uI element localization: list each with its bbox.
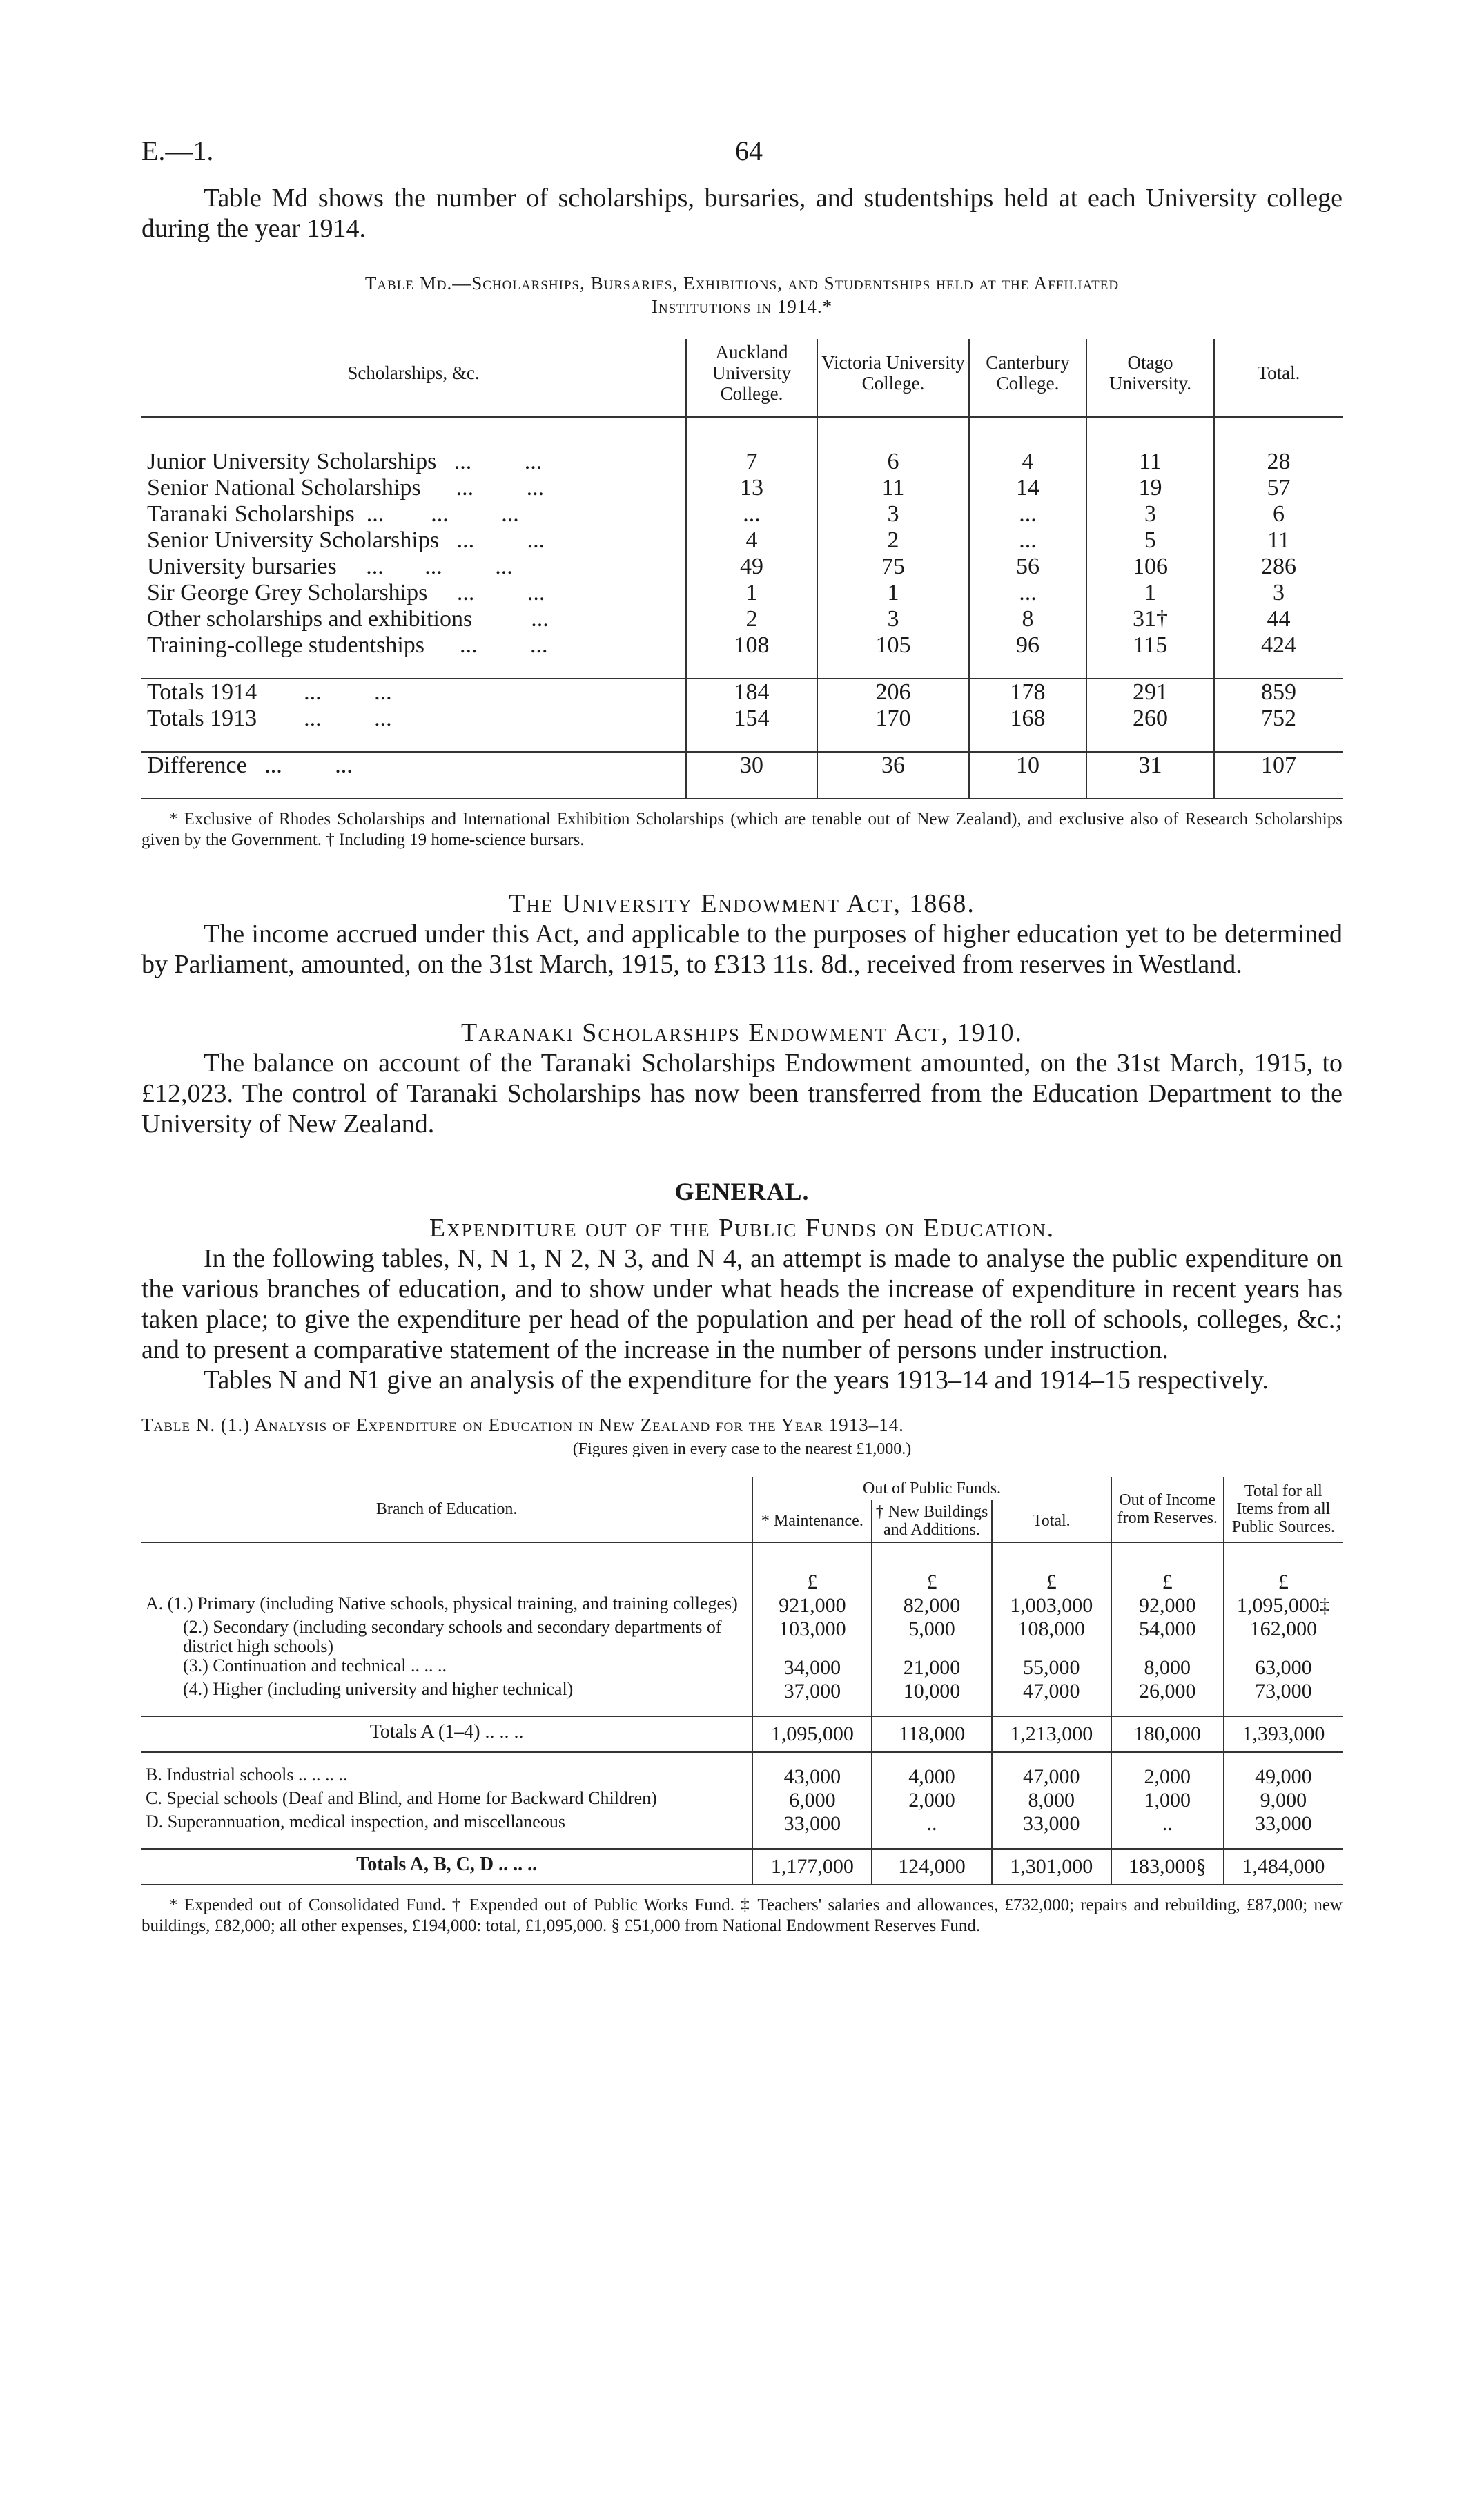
table-cell: 34,000 xyxy=(752,1656,872,1680)
table-md-header-row xyxy=(141,339,1343,417)
general-title: GENERAL. xyxy=(674,1178,810,1205)
table-cell: 47,000 xyxy=(992,1765,1111,1789)
table-n-row xyxy=(141,1680,1343,1703)
table-cell: 33,000 xyxy=(992,1812,1111,1836)
table-cell: 124,000 xyxy=(872,1849,991,1885)
general-subtitle: Expenditure out of the Public Funds on Education. xyxy=(429,1214,1055,1243)
table-cell: 1 xyxy=(1086,580,1214,606)
table-cell: 43,000 xyxy=(752,1765,872,1789)
table-cell: 1 xyxy=(817,580,969,606)
table-n-row xyxy=(141,1618,1343,1656)
table-cell: 7 xyxy=(686,449,817,475)
table-cell: 31 xyxy=(1086,752,1214,779)
table-cell: 44 xyxy=(1214,606,1343,632)
table-cell: 30 xyxy=(686,752,817,779)
table-cell: 11 xyxy=(817,475,969,501)
table-n-row xyxy=(141,1594,1343,1618)
table-cell: 96 xyxy=(969,632,1086,659)
table-cell: 106 xyxy=(1086,554,1214,580)
table-cell: 54,000 xyxy=(1111,1618,1224,1656)
row-label: Senior University Scholarships ... ... xyxy=(147,527,545,553)
table-cell: 286 xyxy=(1214,554,1343,580)
table-cell: .. xyxy=(872,1812,991,1836)
table-cell: 108 xyxy=(686,632,817,659)
table-cell: 260 xyxy=(1086,706,1214,732)
table-cell: 55,000 xyxy=(992,1656,1111,1680)
table-cell: 859 xyxy=(1214,679,1343,706)
table-cell: 103,000 xyxy=(752,1618,872,1656)
row-label: Other scholarships and exhibitions ... xyxy=(147,606,549,632)
table-cell: 19 xyxy=(1086,475,1214,501)
table-cell: 33,000 xyxy=(1224,1812,1343,1836)
table-cell: 92,000 xyxy=(1111,1594,1224,1618)
general-paragraph-2: Tables N and N1 give an analysis of the expenditure for the years 1913–14 and 1914–15 respectively. xyxy=(204,1366,1269,1395)
table-cell: 82,000 xyxy=(872,1594,991,1618)
row-label: A. (1.) Primary (including Native schools, physical training, and training colleges) xyxy=(146,1593,738,1613)
table-cell: 6 xyxy=(817,449,969,475)
table-cell: 3 xyxy=(1086,501,1214,527)
table-cell: 1,095,000‡ xyxy=(1224,1594,1343,1618)
taranaki-1910-text: The balance on account of the Taranaki Scholarships Endowment amounted, on the 31st March, 1915, to £12,023. The control of Taranaki Scholarships has now been transferred from the Education Department to the University of New Zealand. xyxy=(141,1049,1343,1138)
row-label: D. Superannuation, medical inspection, and miscellaneous xyxy=(146,1812,565,1832)
table-md-footnote: * Exclusive of Rhodes Scholarships and International Exhibition Scholarships (which are tenable out of New Zealand), and exclusive also of Research Scholarships given by the Government. † Including 19 home-science bursars. xyxy=(141,810,1343,849)
row-label: Totals 1913 ... ... xyxy=(147,706,392,731)
table-cell: 4,000 xyxy=(872,1765,991,1789)
table-cell: 8,000 xyxy=(1111,1656,1224,1680)
table-cell: 56 xyxy=(969,554,1086,580)
table-cell: 1 xyxy=(686,580,817,606)
table-cell: ... xyxy=(969,501,1086,527)
table-cell: 75 xyxy=(817,554,969,580)
table-cell: 118,000 xyxy=(872,1716,991,1752)
table-n xyxy=(141,1477,1343,1885)
table-cell: 291 xyxy=(1086,679,1214,706)
table-md xyxy=(141,339,1343,799)
table-n-title: Table N. (1.) Analysis of Expenditure on Education in New Zealand for the Year 1913–14. xyxy=(141,1415,904,1435)
row-label: Sir George Grey Scholarships ... ... xyxy=(147,580,545,605)
table-cell: 1,301,000 xyxy=(992,1849,1111,1885)
table-cell: 21,000 xyxy=(872,1656,991,1680)
table-cell: 1,484,000 xyxy=(1224,1849,1343,1885)
table-cell: 1,003,000 xyxy=(992,1594,1111,1618)
col-header-maintenance: * Maintenance. xyxy=(752,1500,872,1542)
table-md-row xyxy=(141,632,1343,659)
taranaki-1910-title: Taranaki Scholarships Endowment Act, 1910. xyxy=(461,1018,1023,1047)
endowment-1868-title: The University Endowment Act, 1868. xyxy=(509,889,975,918)
table-md-row xyxy=(141,554,1343,580)
table-cell: 36 xyxy=(817,752,969,779)
table-cell: ... xyxy=(969,580,1086,606)
table-cell: 2 xyxy=(686,606,817,632)
table-cell: 28 xyxy=(1214,449,1343,475)
table-cell: 180,000 xyxy=(1111,1716,1224,1752)
col-header-victoria: Victoria University College. xyxy=(817,339,969,417)
table-cell: 154 xyxy=(686,706,817,732)
row-label: Totals A, B, C, D .. .. .. xyxy=(141,1849,752,1885)
currency-symbol: £ xyxy=(752,1542,872,1594)
table-cell: 3 xyxy=(817,606,969,632)
row-label: Training-college studentships ... ... xyxy=(147,632,548,658)
document-page xyxy=(141,135,1343,1936)
col-header-public-total: Total. xyxy=(992,1500,1111,1542)
currency-row xyxy=(141,1542,1343,1594)
table-cell: 9,000 xyxy=(1224,1789,1343,1812)
table-cell: 178 xyxy=(969,679,1086,706)
table-md-difference xyxy=(141,752,1343,779)
table-cell: 2,000 xyxy=(1111,1765,1224,1789)
table-cell: 6 xyxy=(1214,501,1343,527)
table-cell: 13 xyxy=(686,475,817,501)
table-cell: 14 xyxy=(969,475,1086,501)
table-cell: 107 xyxy=(1214,752,1343,779)
table-cell: 108,000 xyxy=(992,1618,1111,1656)
table-cell: 73,000 xyxy=(1224,1680,1343,1703)
col-header-scholarships: Scholarships, &c. xyxy=(347,362,480,383)
table-n-header-row-1 xyxy=(141,1477,1343,1500)
col-header-new-buildings: † New Buildings and Additions. xyxy=(872,1500,991,1542)
row-label: (3.) Continuation and technical .. .. .. xyxy=(183,1656,447,1676)
row-label: Totals 1914 ... ... xyxy=(141,679,686,706)
table-cell: 1,213,000 xyxy=(992,1716,1111,1752)
table-md-title-line2: Institutions in 1914.* xyxy=(651,296,833,317)
col-header-otago: Otago University. xyxy=(1086,339,1214,417)
table-cell: 752 xyxy=(1214,706,1343,732)
table-md-row xyxy=(141,449,1343,475)
table-cell: ... xyxy=(686,501,817,527)
table-md-row xyxy=(141,501,1343,527)
endowment-1868-text: The income accrued under this Act, and applicable to the purposes of higher education yet to be determined by Parliament, amounted, on the 31st March, 1915, to £313 11s. 8d., received from reserves in Westland. xyxy=(141,920,1343,979)
table-cell: ... xyxy=(969,527,1086,554)
table-md-title-line1: Table Md.—Scholarships, Bursaries, Exhibitions, and Studentships held at the Affiliated xyxy=(364,273,1120,293)
table-cell: 11 xyxy=(1214,527,1343,554)
currency-symbol: £ xyxy=(992,1542,1111,1594)
intro-paragraph: Table Md shows the number of scholarships, bursaries, and studentships held at each University college during the year 1914. xyxy=(141,184,1343,243)
table-cell: .. xyxy=(1111,1812,1224,1836)
table-cell: 11 xyxy=(1086,449,1214,475)
table-n-totals-abcd xyxy=(141,1849,1343,1885)
table-n-subtitle: (Figures given in every case to the nearest £1,000.) xyxy=(572,1440,912,1458)
col-header-auckland: Auckland University College. xyxy=(686,339,817,417)
table-cell: 5 xyxy=(1086,527,1214,554)
table-cell: 3 xyxy=(1214,580,1343,606)
col-header-total: Total. xyxy=(1214,339,1343,417)
col-header-total-all: Total for all Items from all Public Sources. xyxy=(1224,1477,1343,1542)
table-md-row xyxy=(141,606,1343,632)
table-md-row xyxy=(141,527,1343,554)
table-cell: 10 xyxy=(969,752,1086,779)
table-cell: 2 xyxy=(817,527,969,554)
table-cell: 63,000 xyxy=(1224,1656,1343,1680)
table-cell: 49,000 xyxy=(1224,1765,1343,1789)
table-cell: 105 xyxy=(817,632,969,659)
table-cell: 184 xyxy=(686,679,817,706)
table-n-footnote: * Expended out of Consolidated Fund. † Expended out of Public Works Fund. ‡ Teachers' salaries and allowances, £732,000; repairs and rebuilding, £87,000; new buildings, £82,000; all other expenses, £194,000: total, £1,095,000. § £51,000 from National Endowment Reserves Fund. xyxy=(141,1896,1343,1935)
table-cell: 1,000 xyxy=(1111,1789,1224,1812)
currency-symbol: £ xyxy=(1224,1542,1343,1594)
table-cell: 10,000 xyxy=(872,1680,991,1703)
row-label: Difference ... ... xyxy=(141,752,686,779)
row-label: Senior National Scholarships ... ... xyxy=(147,475,545,501)
col-group-public-funds: Out of Public Funds. xyxy=(752,1477,1111,1500)
table-cell: 1,095,000 xyxy=(752,1716,872,1752)
table-n-row xyxy=(141,1789,1343,1812)
table-md-row xyxy=(141,475,1343,501)
currency-symbol: £ xyxy=(1111,1542,1224,1594)
table-cell: 33,000 xyxy=(752,1812,872,1836)
row-label: (2.) Secondary (including secondary schools and secondary departments of district high schools) xyxy=(183,1617,722,1656)
table-cell: 37,000 xyxy=(752,1680,872,1703)
table-cell: 206 xyxy=(817,679,969,706)
table-cell: 1,177,000 xyxy=(752,1849,872,1885)
table-cell: 424 xyxy=(1214,632,1343,659)
table-cell: 8 xyxy=(969,606,1086,632)
general-paragraph-1: In the following tables, N, N 1, N 2, N 3, and N 4, an attempt is made to analyse the public expenditure on the various branches of education, and to show under what heads the increase of expenditure in recent years has taken place; to give the expenditure per head of the population and per head of the roll of schools, colleges, &c.; and to present a comparative statement of the increase in the number of persons under instruction. xyxy=(141,1244,1343,1364)
col-header-canterbury: Canterbury College. xyxy=(969,339,1086,417)
page-number: 64 xyxy=(735,135,763,166)
table-cell: 4 xyxy=(969,449,1086,475)
report-code: E.—1. xyxy=(141,135,214,166)
table-cell: 3 xyxy=(817,501,969,527)
table-md-totals-1914 xyxy=(141,679,1343,706)
table-cell: 4 xyxy=(686,527,817,554)
row-label: B. Industrial schools .. .. .. .. xyxy=(146,1765,348,1785)
row-label: Totals A (1–4) .. .. .. xyxy=(141,1716,752,1752)
table-cell: 162,000 xyxy=(1224,1618,1343,1656)
page-header xyxy=(141,135,1343,183)
row-label: Junior University Scholarships ... ... xyxy=(147,449,543,474)
table-n-row xyxy=(141,1812,1343,1836)
table-cell: 31† xyxy=(1086,606,1214,632)
table-cell: 170 xyxy=(817,706,969,732)
table-md-title xyxy=(141,271,1343,318)
table-cell: 49 xyxy=(686,554,817,580)
row-label: (4.) Higher (including university and higher technical) xyxy=(183,1679,574,1699)
table-md-row xyxy=(141,580,1343,606)
col-header-branch: Branch of Education. xyxy=(375,1500,518,1518)
table-cell: 168 xyxy=(969,706,1086,732)
table-cell: 57 xyxy=(1214,475,1343,501)
row-label: Taranaki Scholarships ... ... ... xyxy=(147,501,519,527)
table-cell: 183,000§ xyxy=(1111,1849,1224,1885)
table-cell: 115 xyxy=(1086,632,1214,659)
table-cell: 26,000 xyxy=(1111,1680,1224,1703)
table-cell: 921,000 xyxy=(752,1594,872,1618)
table-cell: 5,000 xyxy=(872,1618,991,1656)
col-header-reserves: Out of Income from Reserves. xyxy=(1111,1477,1224,1542)
table-cell: 1,393,000 xyxy=(1224,1716,1343,1752)
table-n-row xyxy=(141,1656,1343,1680)
currency-symbol: £ xyxy=(872,1542,991,1594)
table-cell: 2,000 xyxy=(872,1789,991,1812)
table-cell: 6,000 xyxy=(752,1789,872,1812)
row-label: University bursaries ... ... ... xyxy=(147,554,513,579)
table-md-totals-1913 xyxy=(141,706,1343,732)
table-cell: 47,000 xyxy=(992,1680,1111,1703)
table-n-totals-a xyxy=(141,1716,1343,1752)
table-cell: 8,000 xyxy=(992,1789,1111,1812)
row-label: C. Special schools (Deaf and Blind, and Home for Backward Children) xyxy=(146,1788,657,1808)
table-n-row xyxy=(141,1765,1343,1789)
